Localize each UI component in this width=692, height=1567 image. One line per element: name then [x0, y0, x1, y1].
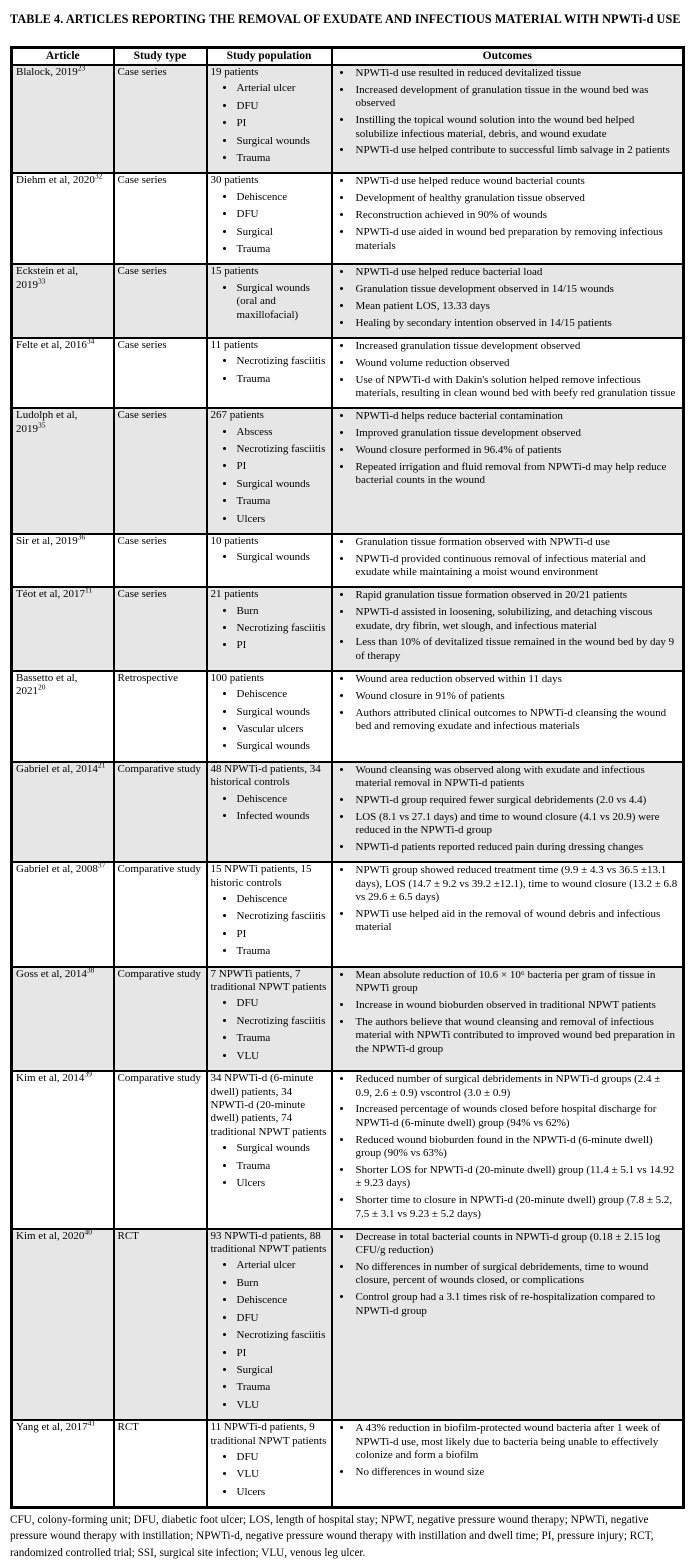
outcome-item: • Development of healthy granulation tissue observed: [353, 192, 680, 205]
reference-superscript: 37: [97, 860, 106, 870]
population-item: • Vascular ulcers: [236, 723, 328, 736]
population-item: • Trauma: [236, 373, 328, 386]
table-row: [12, 534, 684, 587]
outcomes-list: [336, 1422, 680, 1479]
population-intro: 10 patients: [210, 535, 259, 547]
population-list: [211, 688, 328, 754]
population-intro: 34 NPWTi-d (6-minute dwell) patients, 34 NPWTi-d (20-minute dwell) patients, 74 traditional NPWT patients: [210, 1072, 327, 1138]
study-type-cell: Case series: [114, 587, 207, 671]
population-cell: [207, 1420, 332, 1508]
outcome-item: • NPWTi-d patients reported reduced pain during dressing changes: [353, 841, 680, 854]
reference-superscript: 38: [86, 965, 95, 974]
population-item: • Burn: [236, 1277, 328, 1290]
population-cell: [207, 338, 332, 408]
outcomes-list: [336, 67, 680, 158]
study-type-cell: Comparative study: [114, 862, 207, 966]
outcome-item: • NPWTi-d provided continuous removal of infectious material and exudate while maintaining a moist wound environment: [353, 553, 680, 580]
table-row: [12, 587, 684, 671]
outcomes-cell: [332, 762, 684, 862]
population-item: • PI: [236, 639, 328, 652]
population-item: • Necrotizing fasciitis: [236, 443, 328, 456]
outcome-item: • NPWTi use helped aid in the removal of wound debris and infectious material: [353, 908, 680, 935]
population-item: • Surgical wounds: [236, 551, 328, 564]
population-intro: 11 NPWTi-d patients, 9 traditional NPWT patients: [210, 1421, 327, 1447]
reference-superscript: 36: [77, 532, 86, 542]
outcome-item: • Granulation tissue formation observed with NPWTi-d use: [353, 536, 680, 549]
population-cell: [207, 671, 332, 762]
column-header-population: Study population: [207, 48, 332, 65]
population-cell: [207, 1071, 332, 1229]
outcome-item: • Increase in wound bioburden observed in traditional NPWT patients: [353, 999, 680, 1012]
population-list: [211, 426, 328, 526]
outcome-item: • Rapid granulation tissue formation observed in 20/21 patients: [353, 589, 680, 602]
reference-superscript: 40: [84, 1227, 92, 1236]
table-row: [12, 173, 684, 264]
table-row: [12, 1229, 684, 1420]
study-type-cell: Case series: [114, 65, 207, 173]
outcome-item: • Improved granulation tissue development observed: [353, 427, 680, 440]
study-type-cell: RCT: [114, 1229, 207, 1420]
outcome-item: • NPWTi-d use helped reduce bacterial load: [353, 266, 680, 279]
outcomes-list: [336, 266, 680, 330]
reference-superscript: 20: [38, 682, 46, 692]
population-item: • Trauma: [236, 495, 328, 508]
population-item: • Trauma: [236, 1381, 328, 1394]
table-row: [12, 1420, 684, 1508]
population-item: • PI: [236, 460, 328, 473]
article-name: Diehm et al, 2020: [16, 174, 95, 187]
table-row: [12, 264, 684, 338]
reference-superscript: 11: [85, 585, 93, 595]
population-cell: [207, 408, 332, 534]
article-cell: [12, 862, 114, 966]
population-list: [211, 282, 328, 322]
population-item: • Surgical wounds: [236, 1142, 328, 1155]
outcome-item: • Control group had a 3.1 times risk of re-hospitalization compared to NPWTi-d group: [353, 1291, 680, 1318]
outcome-item: • Less than 10% of devitalized tissue remained in the wound bed by day 9 of therapy: [353, 636, 680, 663]
outcomes-cell: [332, 967, 684, 1071]
population-list: [211, 355, 328, 386]
article-cell: [12, 1229, 114, 1420]
population-item: • Surgical: [236, 1364, 328, 1377]
population-list: [211, 997, 328, 1063]
population-cell: [207, 1229, 332, 1420]
outcomes-list: [336, 175, 680, 253]
population-item: • Burn: [236, 605, 328, 618]
outcome-item: • Increased granulation tissue development observed: [353, 340, 680, 353]
reference-superscript: 33: [38, 276, 46, 286]
population-cell: [207, 862, 332, 966]
article-cell: [12, 1071, 114, 1229]
table-row: [12, 65, 684, 173]
article-cell: [12, 338, 114, 408]
population-item: • VLU: [236, 1050, 328, 1063]
outcome-item: • NPWTi-d helps reduce bacterial contamination: [353, 410, 680, 423]
population-cell: [207, 534, 332, 587]
study-type-cell: Retrospective: [114, 671, 207, 762]
population-item: • Ulcers: [236, 1177, 328, 1190]
population-list: [211, 1259, 328, 1412]
outcomes-cell: [332, 1071, 684, 1229]
abbreviations-footnote: CFU, colony-forming unit; DFU, diabetic foot ulcer; LOS, length of hospital stay; NPWT, negative pressure wound therapy; NPWTi, negative pressure wound therapy with instillation; NPWTi-d, negative pressure wound therapy with instillation and dwell time; PI, pressure injury; RCT, randomized controlled trial; SSI, surgical site infection; VLU, venous leg ulcer.: [10, 1514, 654, 1559]
outcome-item: • Mean absolute reduction of 10.6 × 10⁶ bacteria per gram of tissue in NPWTi group: [353, 969, 680, 996]
population-item: • Surgical wounds (oral and maxillofacial): [236, 282, 328, 322]
reference-superscript: 34: [86, 336, 95, 346]
study-type-cell: Case series: [114, 534, 207, 587]
outcomes-list: [336, 1231, 680, 1318]
population-item: • Arterial ulcer: [236, 82, 328, 95]
table-row: [12, 408, 684, 534]
article-cell: [12, 173, 114, 264]
outcomes-list: [336, 673, 680, 734]
article-name: Blalock, 2019: [16, 65, 78, 78]
table-title: TABLE 4. ARTICLES REPORTING THE REMOVAL OF EXUDATE AND INFECTIOUS MATERIAL WITH NPWTi-d USE: [10, 12, 681, 26]
table-header: [12, 48, 684, 65]
outcomes-cell: [332, 65, 684, 173]
population-list: [211, 82, 328, 165]
population-item: • DFU: [236, 208, 328, 221]
population-item: • Dehiscence: [236, 1294, 328, 1307]
outcomes-list: [336, 969, 680, 1056]
table-row: [12, 1071, 684, 1229]
outcome-item: • NPWTi-d group required fewer surgical debridements (2.0 vs 4.4): [353, 794, 680, 807]
outcome-item: • NPWTi-d use helped reduce wound bacterial counts: [353, 175, 680, 188]
column-header-article: Article: [12, 48, 114, 65]
population-item: • Necrotizing fasciitis: [236, 355, 328, 368]
article-name: Bassetto et al, 2021: [16, 671, 78, 698]
population-cell: [207, 967, 332, 1071]
outcome-item: • Reduced wound bioburden found in the NPWTi-d (6-minute dwell) group (90% vs 63%): [353, 1134, 680, 1161]
article-name: Sir et al, 2019: [16, 535, 78, 547]
outcome-item: • Repeated irrigation and fluid removal from NPWTi-d may help reduce bacterial counts in the wound: [353, 461, 680, 488]
population-item: • Surgical wounds: [236, 478, 328, 491]
outcomes-list: [336, 340, 680, 401]
outcome-item: • NPWTi group showed reduced treatment time (9.9 ± 4.3 vs 36.5 ±13.1 days), LOS (14.7 ± 9.2 vs 39.2 ±12.1), time to wound closure (13.2 ± 6.8 vs 29.6 ± 6.5 days): [353, 864, 680, 904]
study-type-cell: RCT: [114, 1420, 207, 1508]
outcomes-cell: [332, 534, 684, 587]
population-list: [211, 793, 328, 824]
article-name: Ludolph et al, 2019: [16, 409, 78, 435]
population-item: • PI: [236, 928, 328, 941]
outcome-item: • Granulation tissue development observed in 14/15 wounds: [353, 283, 680, 296]
population-cell: [207, 173, 332, 264]
outcomes-cell: [332, 338, 684, 408]
population-cell: [207, 264, 332, 338]
population-intro: 21 patients: [210, 588, 259, 601]
reference-superscript: 23: [77, 63, 86, 73]
outcomes-cell: [332, 1420, 684, 1508]
outcomes-cell: [332, 264, 684, 338]
study-type-cell: Comparative study: [114, 762, 207, 862]
population-item: • Surgical: [236, 226, 328, 239]
population-item: • DFU: [236, 997, 328, 1010]
table-body: [12, 65, 684, 1508]
population-intro: 93 NPWTi-d patients, 88 traditional NPWT patients: [210, 1229, 327, 1256]
population-item: • Trauma: [236, 243, 328, 256]
population-list: [211, 605, 328, 653]
population-intro: 267 patients: [210, 409, 264, 422]
table-row: [12, 762, 684, 862]
article-cell: [12, 264, 114, 338]
article-name: Téot et al, 2017: [16, 588, 86, 601]
population-item: • Necrotizing fasciitis: [236, 1329, 328, 1342]
outcome-item: • Shorter time to closure in NPWTi-d (20-minute dwell) group (7.8 ± 5.2, 7.5 ± 3.1 vs 9.23 ± 5.2 days): [353, 1194, 680, 1221]
population-item: • Necrotizing fasciitis: [236, 1015, 328, 1028]
population-item: • Trauma: [236, 152, 328, 165]
article-name: Gabriel et al, 2014: [16, 762, 98, 775]
column-header-study-type: Study type: [114, 48, 207, 65]
article-cell: [12, 671, 114, 762]
table-row: [12, 862, 684, 966]
population-item: • Infected wounds: [236, 810, 328, 823]
article-cell: [12, 587, 114, 671]
study-type-cell: Case series: [114, 338, 207, 408]
outcome-item: • Shorter LOS for NPWTi-d (20-minute dwell) group (11.4 ± 5.1 vs 14.92 ± 9.23 days): [353, 1164, 680, 1191]
outcomes-cell: [332, 862, 684, 966]
outcome-item: • Increased development of granulation tissue in the wound bed was observed: [353, 84, 680, 111]
article-name: Kim et al, 2020: [16, 1229, 85, 1242]
article-cell: [12, 408, 114, 534]
table-row: [12, 338, 684, 408]
outcome-item: • Use of NPWTi-d with Dakin's solution helped remove infectious materials, resulting in clean wound bed with beefy red granulation tissue: [353, 374, 680, 401]
population-item: • DFU: [236, 1312, 328, 1325]
reference-superscript: 35: [38, 419, 46, 429]
population-intro: 15 patients: [210, 265, 259, 278]
article-cell: [12, 762, 114, 862]
population-item: • DFU: [236, 100, 328, 113]
outcome-item: • Healing by secondary intention observed in 14/15 patients: [353, 317, 680, 330]
outcome-item: • NPWTi-d use helped contribute to successful limb salvage in 2 patients: [353, 144, 680, 157]
population-item: • VLU: [236, 1468, 328, 1481]
outcome-item: • The authors believe that wound cleansing and removal of infectious material with NPWTi contributed to improved wound bed preparation in the NPWTi-d group: [353, 1016, 680, 1056]
population-item: • Necrotizing fasciitis: [236, 910, 328, 923]
reference-superscript: 21: [97, 760, 106, 770]
outcomes-cell: [332, 1229, 684, 1420]
population-item: • Arterial ulcer: [236, 1259, 328, 1272]
outcomes-list: [336, 536, 680, 580]
population-intro: 30 patients: [210, 174, 259, 187]
population-item: • PI: [236, 1347, 328, 1360]
outcomes-list: [336, 864, 680, 935]
outcome-item: • Increased percentage of wounds closed before hospital discharge for NPWTi-d (6-minute dwell) group (94% vs 62%): [353, 1103, 680, 1130]
article-name: Gabriel et al, 2008: [16, 863, 98, 876]
outcomes-list: [336, 1073, 680, 1221]
article-name: Eckstein et al, 2019: [16, 265, 79, 291]
outcome-item: • Reconstruction achieved in 90% of wounds: [353, 209, 680, 222]
population-list: [211, 551, 328, 564]
outcome-item: • Reduced number of surgical debridements in NPWTi-d groups (2.4 ± 0.9, 2.6 ± 0.9) vscontrol (3.0 ± 0.9): [353, 1073, 680, 1100]
reference-superscript: 32: [94, 171, 103, 181]
outcome-item: • Mean patient LOS, 13.33 days: [353, 300, 680, 313]
outcome-item: • No differences in wound size: [353, 1466, 680, 1479]
outcome-item: • NPWTi-d use resulted in reduced devitalized tissue: [353, 67, 680, 80]
population-cell: [207, 587, 332, 671]
population-item: • Dehiscence: [236, 793, 328, 806]
article-name: Kim et al, 2014: [16, 1072, 85, 1085]
outcome-item: • LOS (8.1 vs 27.1 days) and time to wound closure (4.1 vs 20.9) were reduced in the NPWTi-d group: [353, 811, 680, 838]
population-list: [211, 893, 328, 959]
outcome-item: • Wound closure performed in 96.4% of patients: [353, 444, 680, 457]
population-item: • Necrotizing fasciitis: [236, 622, 328, 635]
outcome-item: • No differences in number of surgical debridements, time to wound closure, percent of wounds closed, or complications: [353, 1261, 680, 1288]
study-type-cell: Case series: [114, 264, 207, 338]
outcome-item: • Wound closure in 91% of patients: [353, 690, 680, 703]
population-intro: 15 NPWTi patients, 15 historic controls: [210, 863, 312, 889]
article-cell: [12, 967, 114, 1071]
population-cell: [207, 762, 332, 862]
population-intro: 19 patients: [210, 65, 259, 78]
articles-table: [10, 46, 685, 1509]
article-name: Yang et al, 2017: [16, 1421, 88, 1434]
study-type-cell: Comparative study: [114, 967, 207, 1071]
population-intro: 48 NPWTi-d patients, 34 historical controls: [210, 762, 321, 789]
population-intro: 7 NPWTi patients, 7 traditional NPWT patients: [210, 967, 327, 994]
outcome-item: • Authors attributed clinical outcomes to NPWTi-d cleansing the wound bed and removing exudate and infectious materials: [353, 707, 680, 734]
article-cell: [12, 534, 114, 587]
population-intro: 100 patients: [210, 671, 264, 684]
population-list: [211, 191, 328, 257]
population-item: • VLU: [236, 1399, 328, 1412]
population-item: • DFU: [236, 1451, 328, 1464]
article-cell: [12, 65, 114, 173]
population-item: • Dehiscence: [236, 688, 328, 701]
population-item: • Dehiscence: [236, 893, 328, 906]
article-name: Felte et al, 2016: [16, 339, 87, 352]
population-item: • Trauma: [236, 1032, 328, 1045]
outcomes-cell: [332, 173, 684, 264]
column-header-outcomes: Outcomes: [332, 48, 684, 65]
table-row: [12, 967, 684, 1071]
study-type-cell: Comparative study: [114, 1071, 207, 1229]
reference-superscript: 39: [84, 1069, 92, 1079]
outcome-item: • NPWTi-d use aided in wound bed preparation by removing infectious materials: [353, 226, 680, 253]
population-list: [211, 1451, 328, 1499]
outcome-item: • Wound area reduction observed within 11 days: [353, 673, 680, 686]
study-type-cell: Case series: [114, 408, 207, 534]
population-item: • Trauma: [236, 945, 328, 958]
population-item: • Abscess: [236, 426, 328, 439]
article-name: Goss et al, 2014: [16, 967, 87, 980]
table-row: [12, 671, 684, 762]
population-item: • Ulcers: [236, 1486, 328, 1499]
outcomes-list: [336, 410, 680, 488]
study-type-cell: Case series: [114, 173, 207, 264]
reference-superscript: 41: [87, 1418, 96, 1428]
outcomes-cell: [332, 671, 684, 762]
article-cell: [12, 1420, 114, 1508]
outcomes-list: [336, 589, 680, 663]
population-item: • Surgical wounds: [236, 706, 328, 719]
population-cell: [207, 65, 332, 173]
outcome-item: • A 43% reduction in biofilm-protected wound bacteria after 1 week of NPWTi-d use, most likely due to bacteria being unable to effectively colonize and form a biofilm: [353, 1422, 680, 1462]
outcome-item: • Wound cleansing was observed along with exudate and infectious material removal in NPWTi-d patients: [353, 764, 680, 791]
outcome-item: • Decrease in total bacterial counts in NPWTi-d group (0.18 ± 2.15 log CFU/g reduction): [353, 1231, 680, 1258]
population-item: • Surgical wounds: [236, 740, 328, 753]
header-row: [12, 48, 684, 65]
outcomes-list: [336, 764, 680, 855]
population-item: • PI: [236, 117, 328, 130]
population-intro: 11 patients: [210, 339, 259, 352]
outcome-item: • Instilling the topical wound solution into the wound bed helped solubilize infectious material, debris, and wound exudate: [353, 114, 680, 141]
population-item: • Dehiscence: [236, 191, 328, 204]
population-list: [211, 1142, 328, 1190]
outcomes-cell: [332, 587, 684, 671]
population-item: • Surgical wounds: [236, 135, 328, 148]
outcome-item: • NPWTi-d assisted in loosening, solubilizing, and detaching viscous exudate, dry fibrin, wet slough, and infectious material: [353, 606, 680, 633]
population-item: • Trauma: [236, 1160, 328, 1173]
outcomes-cell: [332, 408, 684, 534]
outcome-item: • Wound volume reduction observed: [353, 357, 680, 370]
population-item: • Ulcers: [236, 513, 328, 526]
